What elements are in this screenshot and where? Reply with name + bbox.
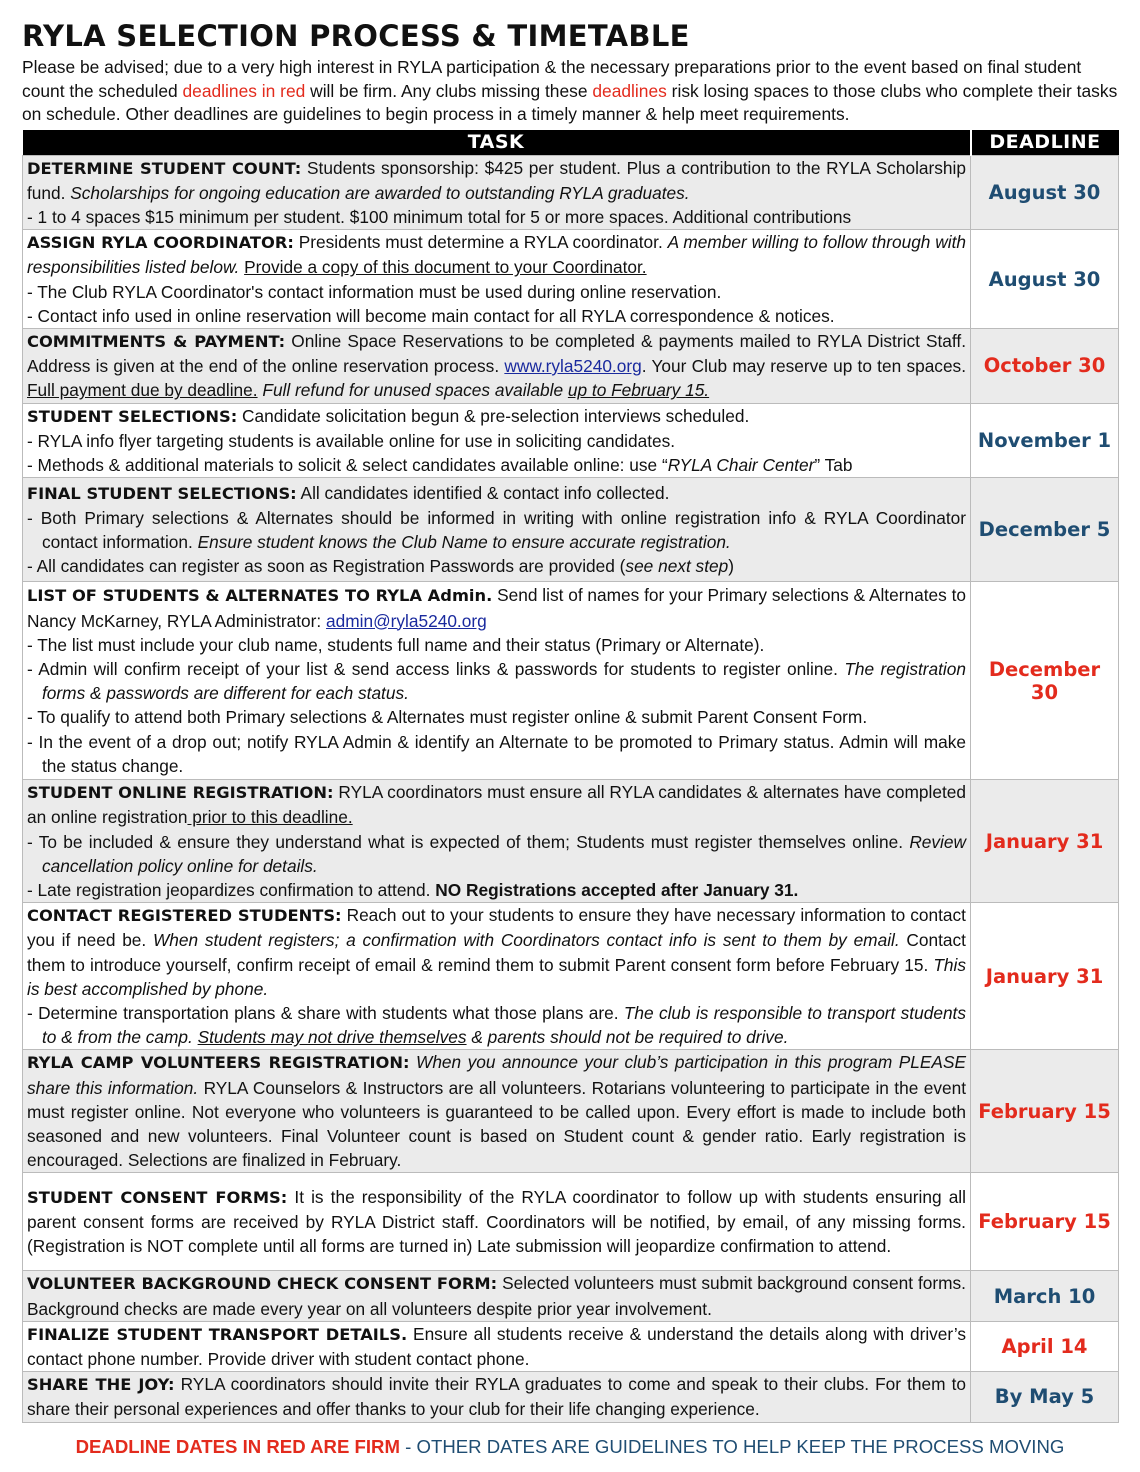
table-row [23, 1173, 1119, 1271]
task-cell [23, 780, 971, 903]
table-row [23, 230, 1119, 329]
footer-guideline-text: - OTHER DATES ARE GUIDELINES TO HELP KEEP THE PROCESS MOVING [399, 1436, 1065, 1457]
task-bullet [27, 554, 966, 578]
task-text-underline: Full payment due by deadline. [27, 380, 258, 401]
task-text: Reach out to your students to ensure they have necessary information to contact you if need be. [27, 905, 966, 951]
task-text-italic: Ensure student knows the Club Name to ensure accurate registration. [197, 532, 731, 553]
table-row [23, 1050, 1119, 1173]
task-text-underline: prior to this deadline. [187, 807, 353, 828]
deadline-cell: January 31 [971, 903, 1119, 1050]
task-cell [23, 1173, 971, 1271]
task-text: RYLA coordinators should invite their RYLA graduates to come and speak to their clubs. For them to share their personal experiences and offer thanks to your club for their life changing experience. [27, 1374, 966, 1420]
table-row [23, 903, 1119, 1050]
task-bullet: - The Club RYLA Coordinator's contact information must be used during online reservation. [27, 281, 722, 302]
task-text: . Your Club may reserve up to ten spaces. [641, 356, 966, 377]
deadline-cell: December 5 [971, 478, 1119, 582]
intro-text-2: will be firm. Any clubs missing these [305, 80, 593, 101]
task-heading: STUDENT ONLINE REGISTRATION: [27, 783, 334, 803]
task-text: ” Tab [814, 454, 853, 475]
task-cell [23, 582, 971, 780]
task-bullet [27, 657, 966, 705]
column-header-deadline: DEADLINE [971, 130, 1119, 156]
task-bullet: - 1 to 4 spaces $15 minimum per student. $100 minimum total for 5 or more spaces. Additional contributions [27, 206, 852, 227]
task-cell [23, 1050, 971, 1173]
task-heading: STUDENT CONSENT FORMS: [27, 1188, 288, 1208]
task-text-italic: Scholarships for ongoing education are awarded to outstanding RYLA graduates. [70, 182, 690, 203]
task-text: RYLA coordinators must ensure all RYLA candidates & alternates have completed an online registration [27, 782, 966, 828]
table-row [23, 155, 1119, 230]
timetable [22, 130, 1119, 1423]
task-bullet: - Contact info used in online reservation will become main contact for all RYLA correspondence & notices. [27, 305, 835, 326]
task-text: Selected volunteers must submit background consent forms. Background checks are made every year on all volunteers despite prior year involvement. [27, 1273, 966, 1319]
table-row [23, 582, 1119, 780]
task-text-italic: When you announce your club’s participation in this program PLEASE share this information. [27, 1052, 966, 1098]
task-text-italic: A member willing to follow through with responsibilities listed below. [27, 232, 966, 278]
intro-text-3: risk losing spaces to those clubs who complete their tasks on schedule. Other deadlines are guidelines to begin process in a timely manner & help meet requirements. [22, 80, 1118, 124]
intro-red-text-2: deadlines [592, 80, 667, 101]
task-text-italic-underline: up to February 15. [567, 380, 710, 401]
deadline-cell: October 30 [971, 328, 1119, 403]
task-heading: SHARE THE JOY: [27, 1375, 175, 1395]
task-cell [23, 155, 971, 230]
task-text: Contact them to introduce yourself, confirm receipt of email & remind them to submit Parent consent form before February 15. [27, 930, 966, 975]
intro-red-text-1: deadlines in red [182, 80, 306, 101]
task-text-italic: & parents should not be required to drive. [466, 1027, 789, 1048]
deadline-cell: February 15 [971, 1050, 1119, 1173]
task-heading: VOLUNTEER BACKGROUND CHECK CONSENT FORM: [27, 1274, 498, 1294]
deadline-cell: January 31 [971, 780, 1119, 903]
task-text-italic: The club is responsible to transport students to & from the camp. [42, 1002, 966, 1048]
table-row [23, 478, 1119, 582]
task-text: Presidents must determine a RYLA coordinator. [293, 232, 668, 253]
task-text: All candidates identified & contact info collected. [296, 482, 670, 503]
task-text-italic: The registration forms & passwords are different for each status. [42, 658, 966, 704]
deadline-cell: By May 5 [971, 1372, 1119, 1422]
task-cell [23, 328, 971, 403]
task-text: Send list of names for your Primary selections & Alternates to Nancy McKarney, RYLA Administrator: [27, 585, 966, 631]
task-heading: ASSIGN RYLA COORDINATOR: [27, 233, 294, 253]
deadline-cell: December 30 [971, 582, 1119, 780]
task-text-bold: NO Registrations accepted after January 31. [435, 879, 799, 900]
intro-text-1: Please be advised; due to a very high interest in RYLA participation & the necessary preparations prior to the event based on final student count the scheduled [22, 57, 1082, 101]
task-text: Candidate solicitation begun & pre-selection interviews scheduled. [237, 405, 750, 426]
task-text: Ensure all students receive & understand the details along with driver’s contact phone number. Provide driver with student contact phone. [27, 1323, 966, 1369]
table-header-row [23, 130, 1119, 156]
task-heading: LIST OF STUDENTS & ALTERNATES TO RYLA Admin. [27, 586, 493, 606]
table-row [23, 1271, 1119, 1321]
task-bullet: - RYLA info flyer targeting students is available online for use in soliciting candidates. [27, 430, 676, 451]
task-text-underline: Provide a copy of this document to your Coordinator. [244, 257, 647, 278]
task-text: Online Space Reservations to be completed & payments mailed to RYLA District Staff. Address is given at the end of the online reservation process. [27, 330, 967, 377]
task-cell [23, 1321, 971, 1371]
table-row [23, 780, 1119, 903]
task-text-italic: see next step [625, 556, 729, 577]
task-cell [23, 1271, 971, 1321]
task-text: ) [728, 556, 734, 577]
task-bullet [27, 453, 966, 477]
table-row [23, 328, 1119, 403]
deadline-cell: November 1 [971, 403, 1119, 478]
task-bullet [27, 830, 966, 878]
task-text: - To be included & ensure they understand what is expected of them; Students must register themselves online. [27, 831, 910, 852]
deadline-cell: August 30 [971, 230, 1119, 329]
task-bullet: - To qualify to attend both Primary selections & Alternates must register online & submit Parent Consent Form. [27, 707, 868, 728]
admin-email-link[interactable]: admin@ryla5240.org [326, 610, 487, 631]
intro-paragraph [22, 56, 1118, 127]
page-title: RYLA SELECTION PROCESS & TIMETABLE [22, 19, 690, 53]
website-link[interactable]: www.ryla5240.org [504, 356, 642, 377]
task-text-italic: Review cancellation policy online for details. [42, 831, 966, 876]
deadline-cell: April 14 [971, 1321, 1119, 1371]
task-text: - Admin will confirm receipt of your list & send access links & passwords for students to register online. [27, 658, 845, 679]
task-heading: FINALIZE STUDENT TRANSPORT DETAILS. [27, 1324, 408, 1344]
task-bullet: - In the event of a drop out; notify RYLA Admin & identify an Alternate to be promoted to Primary status. Admin will make the status change. [27, 731, 966, 776]
deadline-cell: February 15 [971, 1173, 1119, 1271]
task-text-italic-underline: Students may not drive themselves [197, 1027, 467, 1048]
task-text: - Methods & additional materials to solicit & select candidates available online: use “ [27, 454, 668, 475]
footer-firm-text: DEADLINE DATES IN RED ARE FIRM [75, 1436, 400, 1457]
document-page [22, 18, 1118, 1423]
footer-note [22, 1436, 1118, 1458]
task-text: - Both Primary selections & Alternates should be informed in writing with online registration info & RYLA Coordinator contact information. [27, 507, 966, 553]
task-bullet [27, 506, 966, 554]
task-text: - All candidates can register as soon as Registration Passwords are provided ( [27, 556, 626, 577]
task-text-italic: When student registers; a confirmation with Coordinators contact info is sent to them by email. [152, 930, 900, 951]
table-row [23, 1372, 1119, 1422]
task-text-italic: RYLA Chair Center [667, 454, 815, 475]
task-text: - Determine transportation plans & share with students what those plans are. [27, 1002, 624, 1023]
task-heading: RYLA CAMP VOLUNTEERS REGISTRATION: [27, 1053, 410, 1073]
task-heading: STUDENT SELECTIONS: [27, 406, 238, 426]
task-text: - Late registration jeopardizes confirmation to attend. [27, 879, 436, 900]
task-bullet [27, 878, 966, 902]
task-text: RYLA Counselors & Instructors are all volunteers. Rotarians volunteering to participate in the event must register online. Not everyone who volunteers is guaranteed to be called upon. Every effort is made to include both seasoned and new volunteers. Final Volunteer count is based on Student count & gender ratio. Early registration is encouraged. Selections are finalized in February. [27, 1077, 966, 1171]
task-heading: CONTACT REGISTERED STUDENTS: [27, 906, 342, 926]
table-row [23, 403, 1119, 478]
task-text: It is the responsibility of the RYLA coordinator to follow up with students ensuring all parent consent forms are received by RYLA District staff. Coordinators will be notified, by email, of any missing forms. (Registration is NOT complete until all forms are turned in) Late submission will jeopardize confirmation to attend. [27, 1187, 966, 1257]
task-heading: DETERMINE STUDENT COUNT: [27, 158, 302, 178]
task-cell [23, 478, 971, 582]
deadline-cell: March 10 [971, 1271, 1119, 1321]
task-text-italic: This is best accomplished by phone. [27, 954, 966, 999]
task-heading: FINAL STUDENT SELECTIONS: [27, 483, 297, 503]
column-header-task: TASK [23, 130, 971, 156]
task-cell [23, 1372, 971, 1422]
task-cell [23, 403, 971, 478]
deadline-cell: August 30 [971, 155, 1119, 230]
task-text-italic: Full refund for unused spaces available [262, 380, 568, 401]
task-text: Students sponsorship: $425 per student. Plus a contribution to the RYLA Scholarship fund. [27, 157, 966, 203]
task-cell [23, 903, 971, 1050]
task-cell [23, 230, 971, 329]
table-row [23, 1321, 1119, 1371]
task-bullet: - The list must include your club name, students full name and their status (Primary or Alternate). [27, 634, 765, 655]
task-heading: COMMITMENTS & PAYMENT: [27, 331, 286, 351]
task-bullet [27, 1001, 966, 1049]
